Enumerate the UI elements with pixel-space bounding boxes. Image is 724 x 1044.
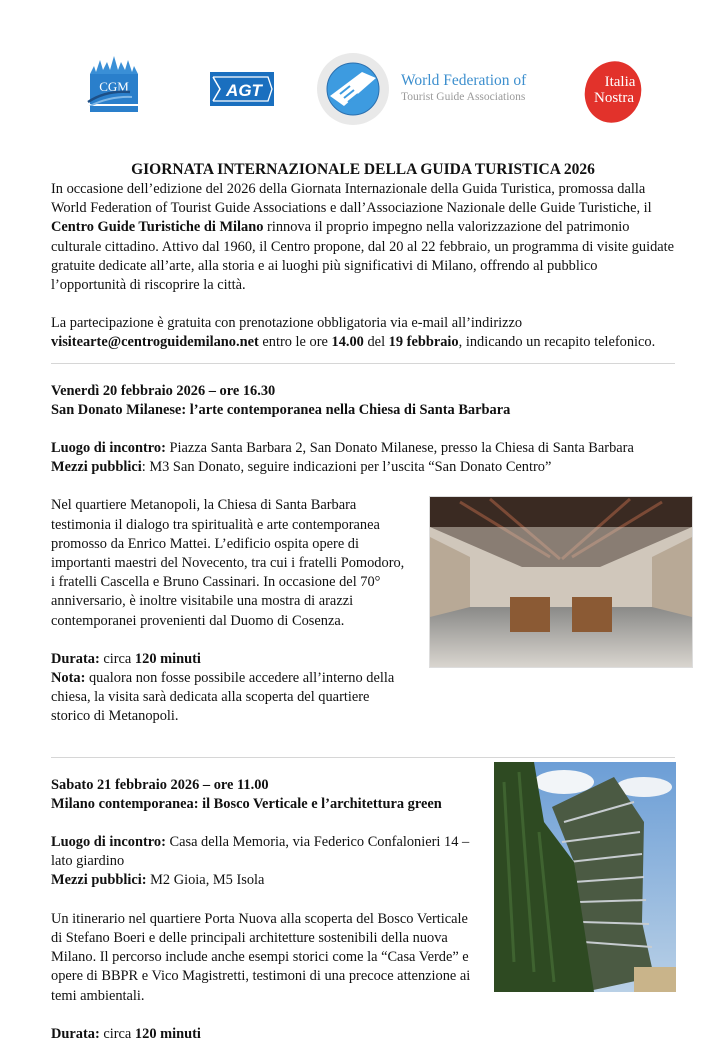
bosco-verticale-photo xyxy=(494,762,676,992)
page-title: GIORNATA INTERNAZIONALE DELLA GUIDA TURISTICA 2026 xyxy=(131,161,595,178)
booking-text-c: del xyxy=(363,334,389,351)
duration-mid: circa xyxy=(99,1025,135,1042)
wftga-seal-logo xyxy=(316,52,390,126)
meeting-label: Luogo di incontro: xyxy=(51,440,166,457)
transport-value: : M3 San Donato, seguire indicazioni per l’uscita “San Donato Centro” xyxy=(141,459,552,476)
section-divider xyxy=(51,757,675,758)
note-label: Nota: xyxy=(51,670,86,687)
meeting-value: Piazza Santa Barbara 2, San Donato Milanese, presso la Chiesa di Santa Barbara xyxy=(165,440,634,457)
intro-text-b: rinnova il proprio impegno nella valorizzazione del patrimonio culturale cittadino. Attivo dal 1960, il Centro propone, dal 20 al 22 febbraio, un programma di visite guidate gratuite dedicate all’arte, alla storia e ai luoghi più significativi di Milano, offrendo al pubblico l’opportunità di riscoprire la città. xyxy=(51,219,675,294)
event-2-duration xyxy=(51,1025,481,1044)
duration-value: 120 minuti xyxy=(134,1025,201,1042)
transport-label: Mezzi pubblici xyxy=(51,459,142,476)
event-1-meeting xyxy=(51,439,675,458)
agt-logo xyxy=(210,72,274,106)
duration-label: Durata: xyxy=(51,1025,100,1042)
note-value: qualora non fosse possibile accedere all’interno della chiesa, la visita sarà dedicata alla scoperta del quartiere storico di Metanopoli. xyxy=(51,670,395,725)
italia-nostra-line1: Italia xyxy=(604,74,636,90)
event-1-title: San Donato Milanese: l’arte contemporanea nella Chiesa di Santa Barbara xyxy=(51,401,511,418)
meeting-value: Casa della Memoria, via Federico Confalonieri 14 – lato giardino xyxy=(51,834,470,870)
transport-value: M2 Gioia, M5 Isola xyxy=(146,872,265,889)
church-interior-photo xyxy=(429,496,693,668)
wftga-subtitle: Tourist Guide Associations xyxy=(401,91,526,103)
wftga-text-logo xyxy=(401,72,561,112)
event-2-transport xyxy=(51,871,481,890)
event-1 xyxy=(51,382,675,727)
wftga-title: World Federation of xyxy=(401,72,527,89)
meeting-label: Luogo di incontro: xyxy=(51,834,166,851)
duration-label: Durata: xyxy=(51,650,100,667)
intro-bold-org: Centro Guide Turistiche di Milano xyxy=(51,219,264,236)
event-2-description: Un itinerario nel quartiere Porta Nuova alla scoperta del Bosco Verticale di Stefano Boeri e delle principali architetture sostenibili della nuova Milano. Il percorso include anche esempi storici come la “Casa Verde” e opere di BBPR e Vico Magistretti, testimoni di una precoce attenzione ai temi ambientali. xyxy=(51,910,471,1004)
italia-nostra-line2: Nostra xyxy=(594,90,634,106)
booking-text-a: La partecipazione è gratuita con prenotazione obbligatoria via e-mail all’indirizzo xyxy=(51,315,523,332)
cgm-logo xyxy=(86,56,142,116)
italia-nostra-logo xyxy=(580,58,646,124)
intro-text-a: In occasione dell’edizione del 2026 della Giornata Internazionale della Guida Turistica, promossa dalla World Federation of Tourist Guide Associations e dall’Associazione Nazionale delle Guide Turistiche, il xyxy=(51,181,652,217)
agt-logo-text: AGT xyxy=(226,81,262,100)
transport-label: Mezzi pubblici: xyxy=(51,872,147,889)
intro-paragraph xyxy=(51,180,675,295)
event-2 xyxy=(51,776,675,1044)
event-2-date: Sabato 21 febbraio 2026 – ore 11.00 xyxy=(51,776,269,793)
event-1-duration xyxy=(51,650,411,669)
booking-time: 14.00 xyxy=(331,334,364,351)
booking-text-d: , indicando un recapito telefonico. xyxy=(458,334,656,351)
event-1-description: Nel quartiere Metanopoli, la Chiesa di Santa Barbara testimonia il dialogo tra spiritualità e arte contemporanea promosso da Enrico Mattei. L’edificio ospita opere di importanti maestri del Novecento, tra cui i fratelli Pomodoro, i fratelli Cascella e Bruno Cassinari. In occasione del 70° anniversario, è inoltre visitabile una mostra di arazzi contemporanei provenienti dal Duomo di Cosenza. xyxy=(51,497,405,629)
booking-paragraph xyxy=(51,314,675,352)
event-2-meeting xyxy=(51,833,481,871)
cgm-logo-text: CGM xyxy=(99,79,129,94)
section-divider xyxy=(51,363,675,364)
booking-email[interactable]: visitearte@centroguidemilano.net xyxy=(51,334,259,351)
logo-bar xyxy=(0,50,724,130)
event-1-transport xyxy=(51,458,675,477)
document-body xyxy=(51,160,675,1044)
event-1-note xyxy=(51,669,411,727)
booking-deadline: 19 febbraio xyxy=(388,334,459,351)
duration-mid: circa xyxy=(99,650,135,667)
booking-text-b: entro le ore xyxy=(258,334,332,351)
event-2-title: Milano contemporanea: il Bosco Verticale e l’architettura green xyxy=(51,795,442,812)
event-1-date: Venerdì 20 febbraio 2026 – ore 16.30 xyxy=(51,382,276,399)
duration-value: 120 minuti xyxy=(134,650,201,667)
